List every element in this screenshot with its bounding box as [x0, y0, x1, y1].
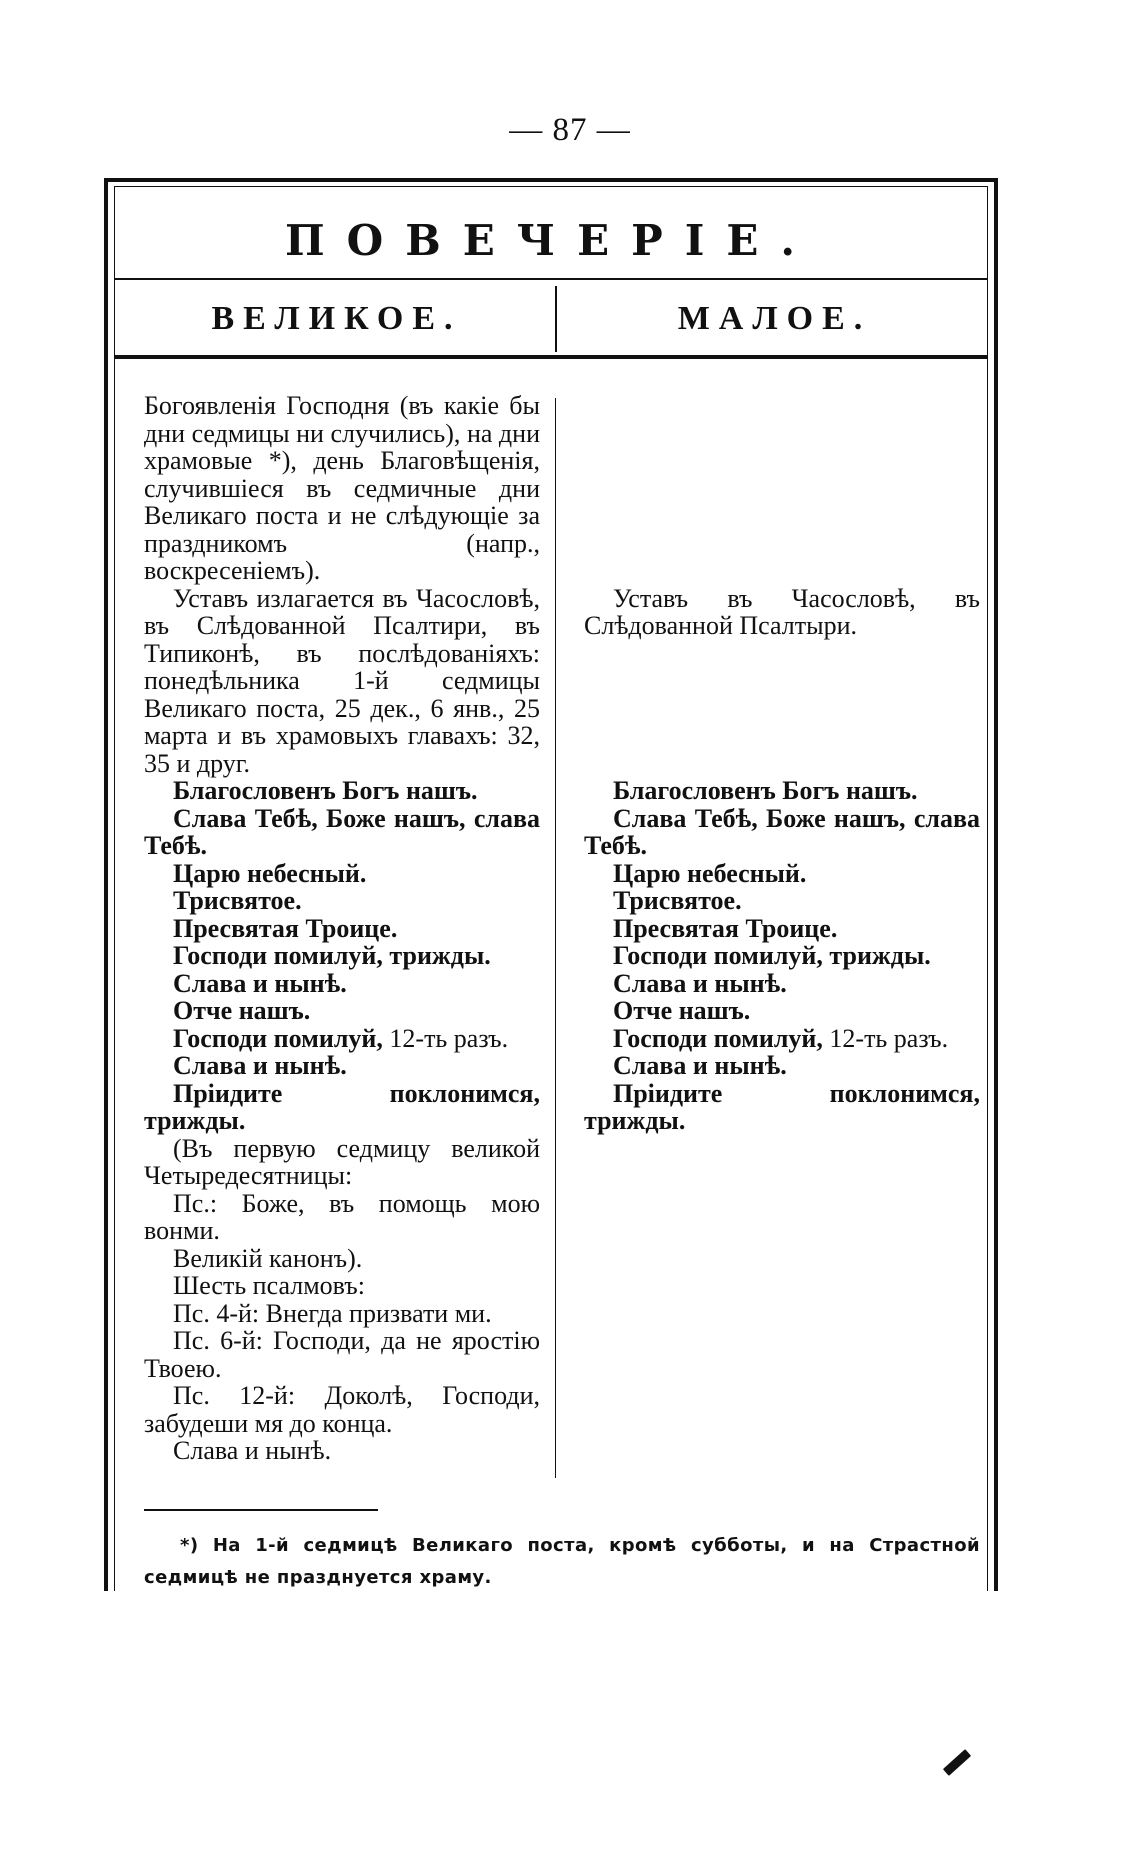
- left-line: Пресвятая Троице.: [173, 913, 398, 943]
- left-line: Слава и нынѣ.: [173, 1051, 347, 1080]
- right-line: Господи помилуй, трижды.: [613, 941, 931, 970]
- right-line: Отче нашъ.: [613, 996, 751, 1025]
- content-frame: [104, 178, 998, 1591]
- right-line-bold: Господи помилуй,: [613, 1023, 823, 1053]
- heading-divider: [115, 355, 987, 359]
- left-line: Отче нашъ.: [173, 996, 311, 1025]
- left-line: Слава и нынѣ.: [173, 968, 347, 998]
- right-line: Слава и нынѣ.: [613, 968, 787, 998]
- right-line: Слава и нынѣ.: [613, 1051, 787, 1080]
- right-column-heading: МАЛОЕ.: [677, 300, 872, 337]
- right-ustav-paragraph: Уставъ въ Часословѣ, въ Слѣдованной Псалтыри.: [584, 583, 980, 640]
- page-title: ПОВЕЧЕРІЕ.: [285, 216, 817, 265]
- left-line: Трисвятое.: [173, 886, 302, 915]
- right-line: Пресвятая Троице.: [613, 913, 838, 943]
- left-line: Пс. 12-й: Доколѣ, Господи, забудеши мя до конца.: [144, 1381, 540, 1438]
- left-line: Слава Тебѣ, Боже нашъ, слава Тебѣ.: [144, 803, 540, 860]
- left-ustav-paragraph: Уставъ излагается въ Часословѣ, въ Слѣдованной Псалтири, въ Типиконѣ, въ послѣдованіяхъ: понедѣльника 1-й седмицы Великаго поста, 25 дек., 6 янв., 25 марта и въ храмовыхъ главахъ: 32, 35 и друг.: [144, 583, 540, 778]
- left-line: Слава и нынѣ.: [173, 1436, 332, 1465]
- left-line: Благословенъ Богъ нашъ.: [173, 776, 478, 805]
- body-column-divider: [555, 398, 556, 1478]
- left-line: Великій канонъ).: [173, 1243, 363, 1273]
- right-line: Царю небесный.: [613, 858, 807, 888]
- right-line-rest: 12-ть разъ.: [822, 1023, 949, 1053]
- left-line: Пс. 4-й: Внегда призвати ми.: [173, 1298, 492, 1328]
- right-line: Слава Тебѣ, Боже нашъ, слава Тебѣ.: [584, 803, 980, 860]
- left-line-bold: Господи помилуй,: [173, 1023, 383, 1053]
- left-intro-paragraph: Богоявленія Господня (въ какіе бы дни седмицы ни случились), на дни храмовые *), день Благовѣщенія, случившіеся въ седмичные дни Великаго поста и не слѣдующіе за праздникомъ (напр., воскресеніемъ).: [144, 391, 540, 585]
- left-line: Шесть псалмовъ:: [173, 1271, 365, 1300]
- right-line: Благословенъ Богъ нашъ.: [613, 776, 918, 805]
- footnote-rule: [144, 1509, 378, 1511]
- footnote-text: *) На 1-й седмицѣ Великаго поста, кромѣ субботы, и на Страстной седмицѣ не празднуется храму.: [144, 1535, 980, 1588]
- left-line: Пріидите поклонимся, трижды.: [144, 1078, 540, 1135]
- ink-mark: [943, 1749, 971, 1776]
- right-line: Трисвятое.: [613, 886, 742, 915]
- right-column: [584, 392, 980, 1135]
- left-line-rest: 12-ть разъ.: [382, 1023, 509, 1053]
- footnote: [144, 1530, 980, 1594]
- title-divider: [115, 278, 987, 280]
- right-line: Пріидите поклонимся, трижды.: [584, 1078, 980, 1135]
- page-number: — 87 —: [509, 112, 631, 148]
- left-line: Господи помилуй, трижды.: [173, 941, 491, 970]
- left-line: (Въ первую седмицу великой Четыредесятницы:: [144, 1133, 540, 1190]
- left-line: [144, 1025, 540, 1053]
- right-line: [584, 1025, 980, 1053]
- left-line: Царю небесный.: [173, 858, 367, 888]
- left-line: Пс. 6-й: Господи, да не яростію Твоею.: [144, 1326, 540, 1383]
- left-line: Пс.: Боже, въ помощь мою вонми.: [144, 1188, 540, 1245]
- left-column: [144, 392, 540, 1465]
- left-column-heading: ВЕЛИКОЕ.: [211, 300, 462, 337]
